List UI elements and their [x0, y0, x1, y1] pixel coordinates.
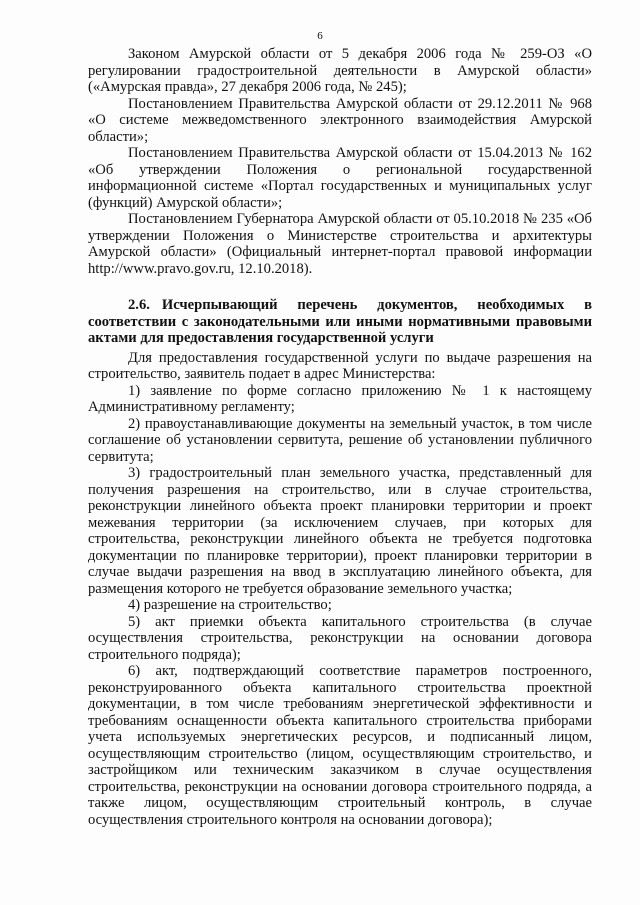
- page-number: 6: [317, 30, 323, 42]
- law-reference-paragraph: Постановлением Правительства Амурской области от 29.12.2011 № 968 «О системе межведомственного электронного взаимодействия Амурской области»;: [88, 95, 592, 145]
- document-body: [88, 46, 592, 828]
- law-reference-paragraph: Постановлением Правительства Амурской области от 15.04.2013 № 162 «Об утверждении Положения о региональной государственной информационной системе «Портал государственных и муниципальных услуг (функций) Амурской области»;: [88, 145, 592, 211]
- section-title: Исчерпывающий перечень документов, необходимых в соответствии с законодательными или иными нормативными правовыми актами для предоставления государственной услуги: [88, 297, 592, 346]
- law-reference-paragraph: Постановлением Губернатора Амурской области от 05.10.2018 № 235 «Об утверждении Положения о Министерстве строительства и архитектуры Амурской области» (Официальный интернет-портал правовой информации http://www.pravo.gov.ru, 12.10.2018).: [88, 211, 592, 277]
- intro-paragraph: Для предоставления государственной услуги по выдаче разрешения на строительство, заявитель подает в адрес Министерства:: [88, 349, 592, 382]
- law-reference-paragraph: Законом Амурской области от 5 декабря 2006 года № 259-ОЗ «О регулировании градостроительной деятельности в Амурской области» («Амурская правда», 27 декабря 2006 года, № 245);: [88, 46, 592, 95]
- section-heading: [88, 297, 592, 347]
- list-item: 2) правоустанавливающие документы на земельный участок, в том числе соглашение об установлении сервитута, решение об установлении публичного сервитута;: [88, 415, 592, 465]
- list-item: 1) заявление по форме согласно приложению № 1 к настоящему Административному регламенту;: [88, 382, 592, 415]
- section-number: 2.6.: [128, 297, 150, 313]
- list-item: 5) акт приемки объекта капитального строительства (в случае осуществления строительства, реконструкции на основании договора строительного подряда);: [88, 613, 592, 663]
- list-item: 6) акт, подтверждающий соответствие параметров построенного, реконструированного объекта капитального строительства проектной документации, в том числе требованиям энергетической эффективности и требованиям оснащенности объекта капитального строительства приборами учета используемых энергетических ресурсов, и подписанный лицом, осуществляющим строительство (лицом, осуществляющим строительство, и застройщиком или техническим заказчиком в случае осуществления строительства, реконструкции на основании договора строительного подряда, а также лицом, осуществляющим строительный контроль, в случае осуществления строительного контроля на основании договора);: [88, 663, 592, 828]
- list-item: 3) градостроительный план земельного участка, представленный для получения разрешения на строительство, или в случае строительства, реконструкции линейного объекта проект планировки территории и проект межевания территории (за исключением случаев, при которых для строительства, реконструкции линейного объекта не требуется подготовка документации по планировке территории), проект планировки территории в случае выдачи разрешения на ввод в эксплуатацию линейного объекта, для размещения которого не требуется образование земельного участка;: [88, 465, 592, 597]
- list-item: 4) разрешение на строительство;: [128, 597, 332, 613]
